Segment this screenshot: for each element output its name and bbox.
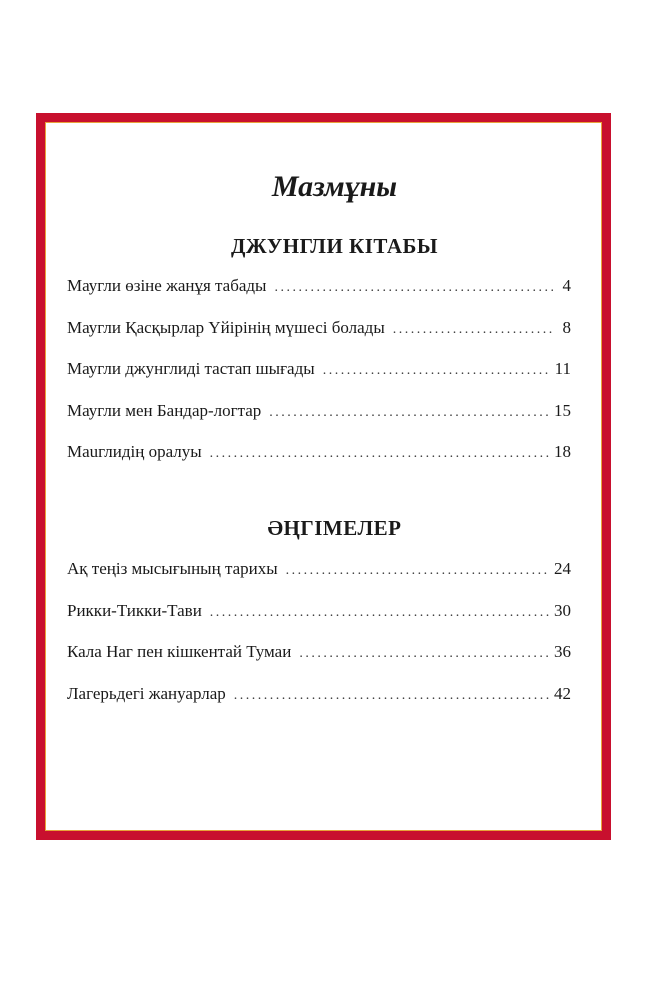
toc-entry[interactable] [67,276,571,318]
toc-entry-page: 11 [554,359,571,378]
toc-entry-title: Маuглидің оралуы [67,442,202,461]
toc-entry-title: Лагерьдегі жануарлар [67,683,226,703]
toc-entry-page: 15 [554,400,571,420]
toc-entry[interactable] [67,318,571,360]
dot-leader [299,646,550,662]
toc-title: Мазмұны [271,170,398,203]
toc-entry[interactable] [67,359,571,401]
toc-entry-title: Маугли өзіне жанұя табады [67,276,267,295]
dot-leader [323,363,551,379]
toc-entry-page: 4 [562,276,571,295]
toc-entry[interactable] [67,401,571,443]
toc-entry-page: 42 [554,683,571,703]
toc-entry[interactable] [67,684,571,726]
toc-entry-page: 24 [554,559,571,578]
section-heading-stories: ӘҢГІМЕЛЕР [267,516,402,540]
toc-entry-title: Ақ теңіз мысығының тарихы [67,559,278,578]
toc-entry-page: 8 [562,317,571,337]
dot-leader [210,605,550,621]
dot-leader [269,405,550,421]
toc-entry-page: 30 [554,600,571,620]
toc-entry-title: Маугли Қасқырлар Үйірінің мүшесі болады [67,317,385,337]
toc-entry[interactable] [67,601,571,643]
dot-leader [234,688,550,704]
toc-entry-title: Кала Наг пен кішкентай Тумаи [67,642,292,661]
toc-entry[interactable] [67,559,571,601]
toc-entry-title: Маугли мен Бандар-логтар [67,400,262,420]
toc-entry-title: Рикки-Тикки-Тави [67,600,202,620]
toc-entry[interactable] [67,642,571,684]
toc-entry[interactable] [67,442,571,484]
toc-entry-title: Маугли джунглиді тастап шығады [67,359,315,378]
toc-entry-page: 18 [554,442,571,461]
dot-leader [210,446,550,462]
section-heading-jungle-book: ДЖУНГЛИ КІТАБЫ [230,234,439,258]
dot-leader [286,563,550,579]
dot-leader [393,322,553,338]
dot-leader [274,280,553,296]
toc-entry-page: 36 [554,642,571,661]
toc-list-jungle-book [67,276,571,484]
toc-list-stories [67,559,571,725]
